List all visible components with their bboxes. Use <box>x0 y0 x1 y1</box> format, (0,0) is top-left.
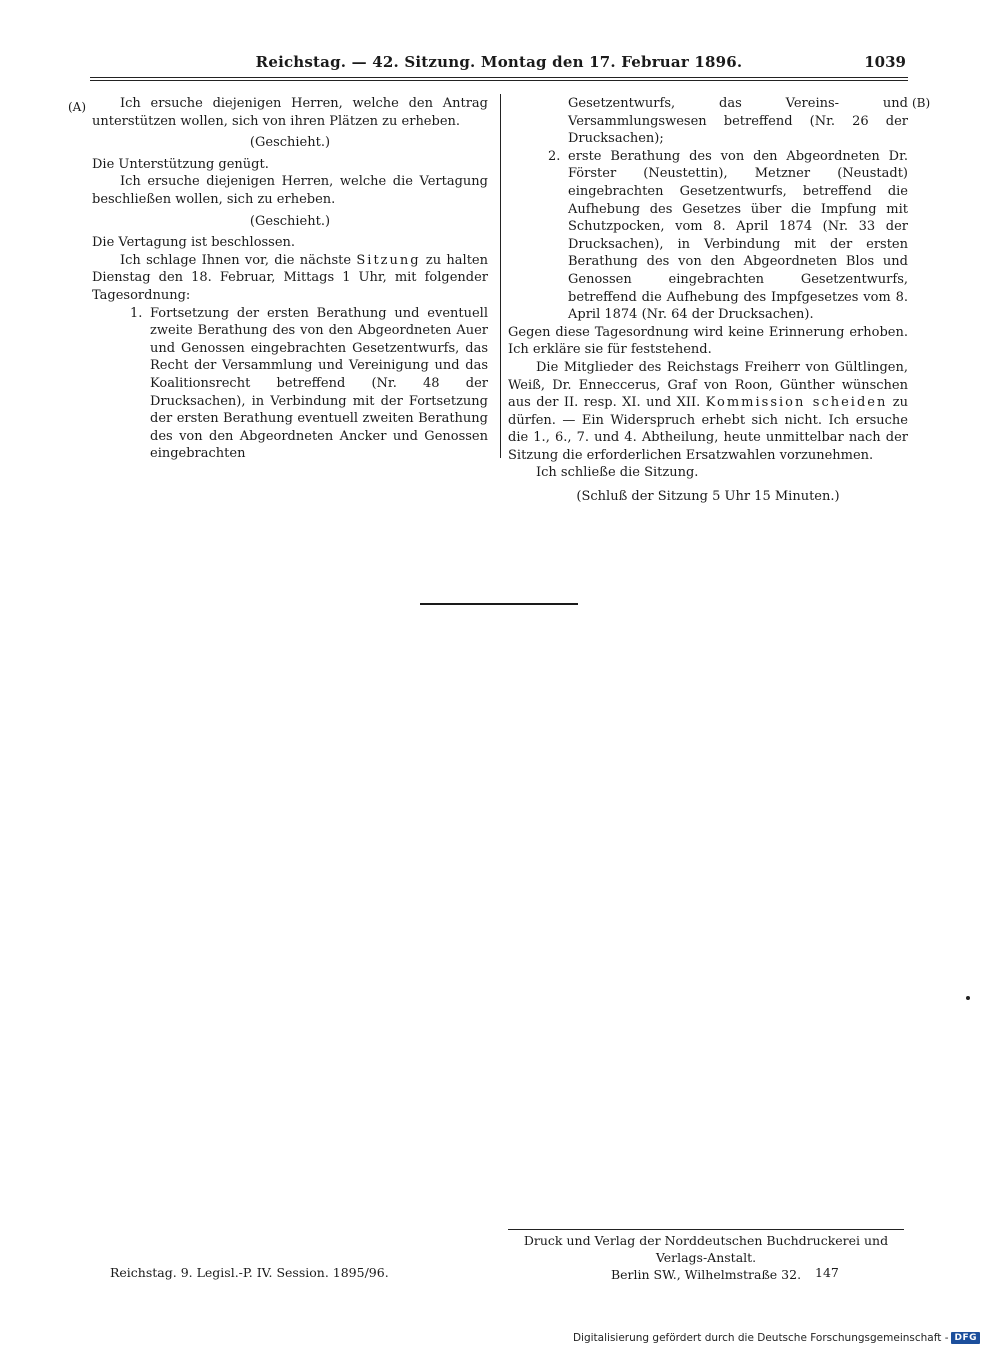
paragraph: Ich ersuche diejenigen Herren, welche die Vertagung beschließen wollen, sich zu erheben. <box>92 174 488 207</box>
digitization-text: Digitalisierung gefördert durch die Deutsche Forschungsgemeinschaft - <box>572 1332 949 1344</box>
paragraph: Die Unterstützung genügt. <box>92 156 269 172</box>
column-separator <box>500 94 501 458</box>
session-signature: Reichstag. 9. Legisl.-P. IV. Session. 1895/96. <box>110 1265 389 1280</box>
paragraph: Die Vertagung ist beschlossen. <box>92 235 296 251</box>
stage-direction: (Geschieht.) <box>249 213 331 229</box>
paragraph: Gegen diese Tagesordnung wird keine Erinnerung erhoben. Ich erkläre sie für feststehend. <box>508 324 908 358</box>
spaced-text: Sitzung <box>356 252 421 268</box>
item-number: 1. <box>130 305 143 321</box>
text-run: zu halten Dienstag den 18. Februar, Mittags 1 Uhr, mit folgender Tagesordnung: <box>92 252 488 303</box>
printer-imprint <box>508 1232 904 1283</box>
agenda-item <box>92 305 488 463</box>
closing-note: (Schluß der Sitzung 5 Uhr 15 Minuten.) <box>576 489 840 505</box>
header-double-rule <box>90 77 908 81</box>
item-text: Fortsetzung der ersten Berathung und eventuell zweite Berathung des von den Abgeordneten Auer und Genossen eingebrachten Gesetzentwurfs, das Recht der Versammlung und Vereinigung und das Koalitionsrecht betreffend (Nr. 48 der Drucksachen), in Verbindung mit der Fortsetzung der ersten Berathung eventuell zweiten Berathung des von den Abgeordneten Ancker und Genossen eingebrachten <box>150 305 488 462</box>
digitization-credit <box>573 1332 980 1344</box>
footer-rule <box>508 1229 904 1230</box>
stage-direction: (Geschieht.) <box>249 135 331 151</box>
item-text: erste Berathung des von den Abgeordneten Dr. Förster (Neustettin), Metzner (Neustadt) eingebrachten Gesetzentwurfs, betreffend die Aufhebung des Gesetzes über die Impfung mit Schutzpocken, vom 8. April 1874 (Nr. 33 der Drucksachen), in Verbindung mit der ersten Berathung des von den Abgeordneten Blos und Genossen eingebrachten Gesetzentwurfs, betreffend die Aufhebung des Impfgesetzes vom 8. April 1874 (Nr. 64 der Drucksachen). <box>568 148 908 323</box>
page-number: 1039 <box>864 53 906 71</box>
text-run: Die Mitglieder des Reichstags Freiherr von Gültlingen, Weiß, Dr. Enneccerus, Graf von Roon, Günther wünschen aus der II. resp. XI. und XII. <box>508 359 908 411</box>
dfg-logo-icon: DFG <box>951 1332 980 1344</box>
left-column <box>92 95 488 463</box>
agenda-item <box>508 148 908 324</box>
paragraph: Ich ersuche diejenigen Herren, welche den Antrag unterstützen wollen, sich von ihren Plätzen zu erheben. <box>92 96 488 129</box>
printer-line: Druck und Verlag der Norddeutschen Buchdruckerei und Verlags-Anstalt. <box>523 1233 889 1265</box>
paragraph: Ich schließe die Sitzung. <box>536 465 699 481</box>
item-number: 2. <box>548 148 561 164</box>
page-header <box>90 53 908 77</box>
speck <box>966 996 970 1000</box>
paragraph <box>508 359 908 465</box>
printer-line: Berlin SW., Wilhelmstraße 32. <box>610 1267 802 1282</box>
sheet-number: 147 <box>815 1265 839 1280</box>
margin-mark-b: (B) <box>912 96 931 110</box>
spaced-text: Kommission scheiden <box>705 395 888 411</box>
running-title: Reichstag. — 42. Sitzung. Montag den 17. Februar 1896. <box>255 53 743 71</box>
paragraph <box>92 252 488 305</box>
end-rule <box>420 603 578 605</box>
text-run: Ich schlage Ihnen vor, die nächste <box>120 252 357 268</box>
paragraph-continuation: Gesetzentwurfs, das Vereins- und Versammlungswesen betreffend (Nr. 26 der Drucksachen); <box>568 96 908 147</box>
text-run: zu dürfen. — Ein Widerspruch erhebt sich nicht. Ich ersuche die 1., 6., 7. und 4. Abtheilung, heute unmittelbar nach der Sitzung die erforderlichen Ersatzwahlen vorzunehmen. <box>508 395 908 463</box>
right-column <box>508 95 908 510</box>
margin-mark-a: (A) <box>68 100 87 114</box>
